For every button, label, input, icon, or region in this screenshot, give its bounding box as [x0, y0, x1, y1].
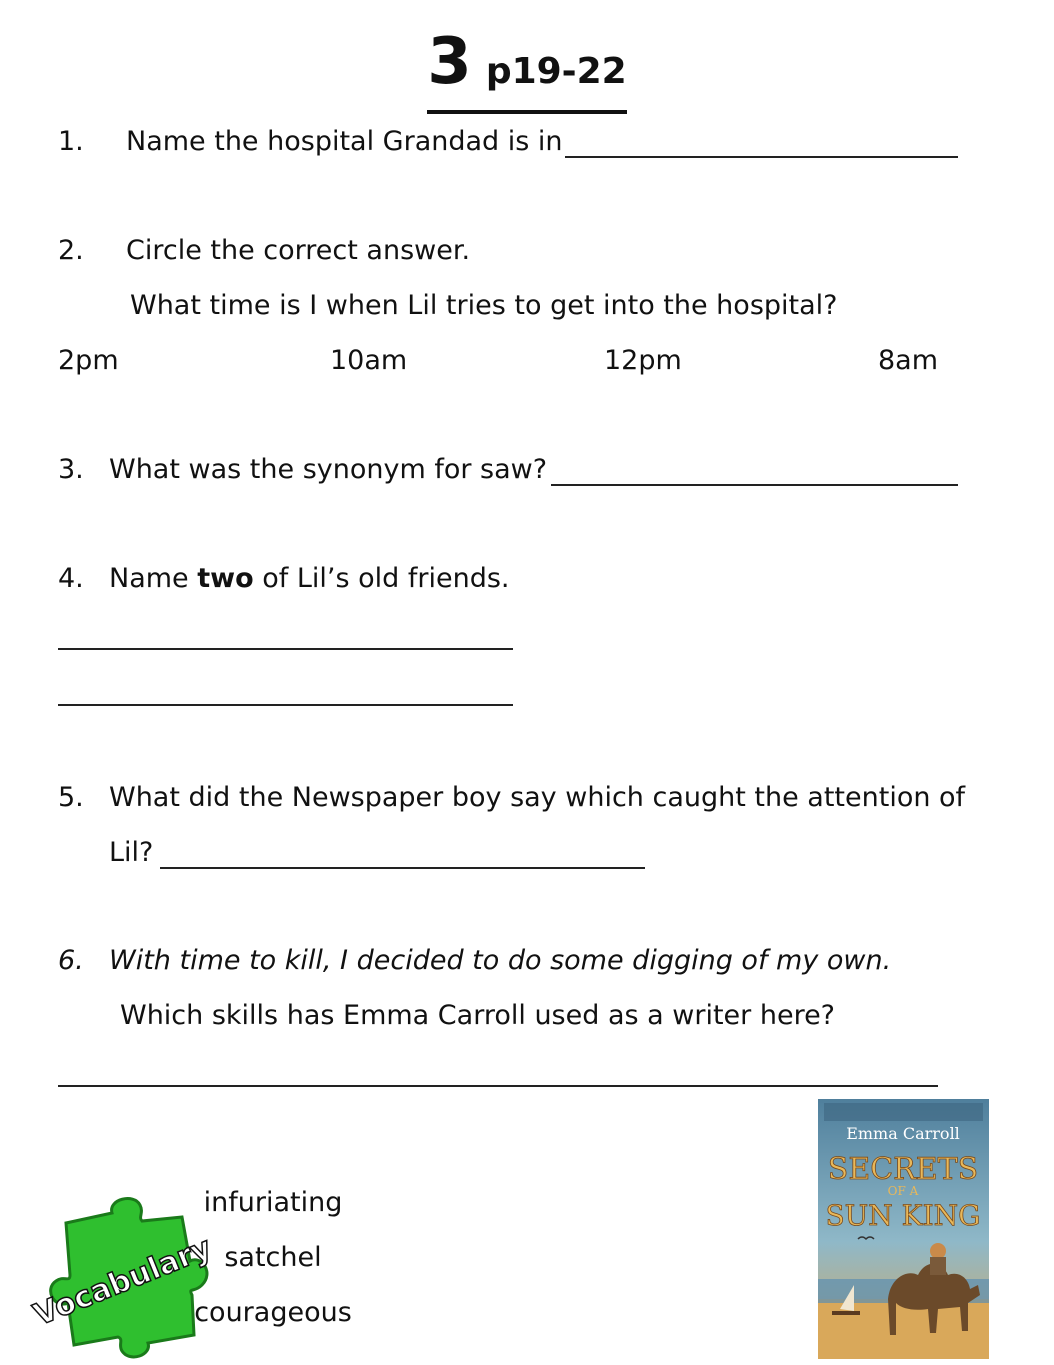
answer-line-4b[interactable] [58, 704, 513, 706]
option-8am[interactable]: 8am [878, 345, 939, 376]
question-1 [58, 126, 563, 157]
quote-text: With time to kill, I decided to do some digging of my own. [109, 945, 892, 976]
vocab-word: infuriating [203, 1187, 343, 1218]
book-cover-image [818, 1099, 989, 1359]
answer-line-6[interactable] [58, 1085, 938, 1087]
question-4 [58, 563, 510, 594]
vocab-word: satchel [224, 1242, 322, 1273]
question-text: What did the Newspaper boy say which caught the attention of [109, 782, 966, 813]
question-instruction: Circle the correct answer. [126, 235, 471, 266]
cover-author: Emma Carroll [846, 1124, 960, 1143]
worksheet-title [0, 25, 1054, 114]
question-emphasis: two [197, 563, 254, 594]
option-12pm[interactable]: 12pm [604, 345, 682, 376]
question-text-start: Name [109, 563, 189, 594]
question-text: What was the synonym for saw? [109, 454, 548, 485]
question-number: 3. [58, 454, 84, 485]
question-2-text: What time is I when Lil tries to get into the hospital? [130, 290, 838, 321]
question-6-text: Which skills has Emma Carroll used as a writer here? [120, 1000, 836, 1031]
vocabulary-label: Vocabulary [29, 1230, 217, 1334]
answer-line-1[interactable] [565, 156, 958, 158]
question-number: 5. [58, 782, 84, 813]
question-3 [58, 454, 547, 485]
answer-line-4a[interactable] [58, 648, 513, 650]
puzzle-piece-icon [29, 1195, 217, 1360]
question-5 [58, 782, 965, 813]
question-2 [58, 235, 470, 266]
question-number: 1. [58, 126, 84, 157]
question-number: 6. [58, 945, 84, 976]
answer-line-3[interactable] [551, 484, 958, 486]
page-range: p19-22 [485, 51, 627, 92]
vocabulary-badge [29, 1195, 217, 1360]
question-number: 2. [58, 235, 84, 266]
question-5-line2: Lil? [109, 837, 154, 868]
option-10am[interactable]: 10am [330, 345, 408, 376]
cover-title-1: SECRETS [827, 1152, 979, 1187]
question-text-end: of Lil’s old friends. [262, 563, 510, 594]
option-2pm[interactable]: 2pm [58, 345, 119, 376]
chapter-number: 3 [427, 25, 472, 99]
cover-title-3: SUN KING [825, 1199, 981, 1232]
vocab-word: courageous [194, 1297, 352, 1328]
answer-line-5[interactable] [160, 867, 645, 869]
question-number: 4. [58, 563, 84, 594]
question-6 [58, 945, 891, 976]
cover-title-2: OF A [887, 1184, 919, 1198]
question-text: Name the hospital Grandad is in [126, 126, 563, 157]
